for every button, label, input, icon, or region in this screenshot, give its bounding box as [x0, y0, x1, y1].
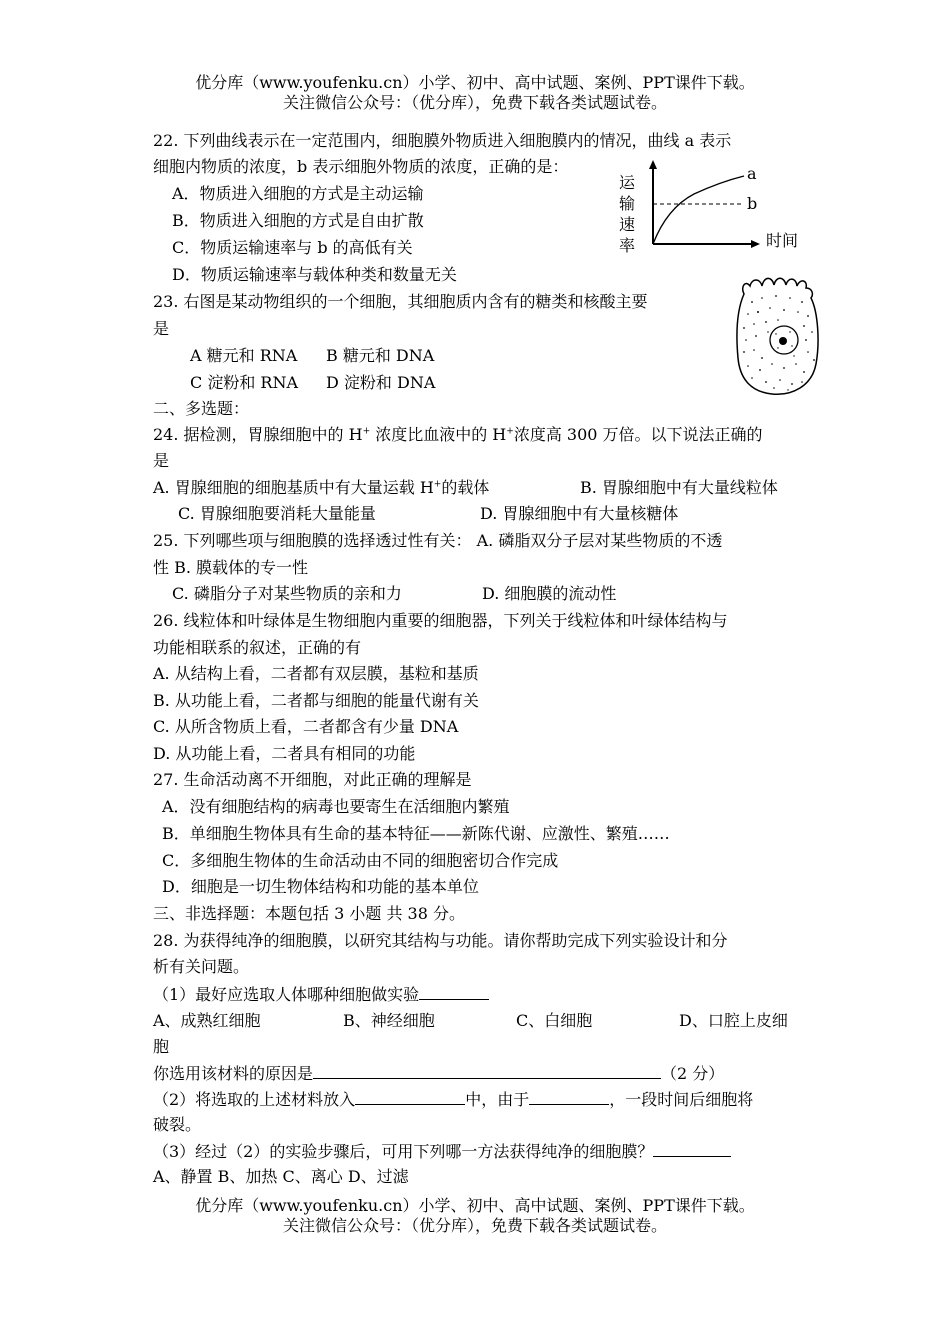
q28-stem-line-2: 析有关问题。	[153, 957, 250, 976]
graph-y-label: 运输速率	[618, 173, 635, 255]
section-2-title: 二、多选题：	[153, 399, 250, 418]
graph-curve-a	[653, 176, 744, 244]
q23-option-a: A 糖元和 RNA	[190, 346, 298, 365]
q22-option-a: A．物质进入细胞的方式是主动运输	[172, 184, 424, 203]
q26-option-a: A. 从结构上看，二者都有双层膜，基粒和基质	[153, 664, 479, 683]
q28-stem-line-1: 28. 为获得纯净的细胞膜，以研究其结构与功能。请你帮助完成下列实验设计和分	[153, 931, 728, 950]
q28-part-2-blank-2[interactable]	[529, 1088, 609, 1105]
q28-part-3: （3）经过（2）的实验步骤后，可用下列哪一方法获得纯净的细胞膜？	[153, 1140, 731, 1163]
q25-stem-line-2: 性 B. 膜载体的专一性	[153, 558, 309, 577]
q27-option-b: B．单细胞生物体具有生命的基本特征——新陈代谢、应激性、繁殖……	[162, 824, 670, 843]
q28-reason-line: 你选用该材料的原因是 （2 分）	[153, 1064, 725, 1083]
footer-line-2: 关注微信公众号：（优分库），免费下载各类试题试卷。	[282, 1216, 667, 1235]
q28-option-d-continued: 胞	[153, 1037, 170, 1056]
q28-option-d: D、口腔上皮细	[679, 1011, 788, 1030]
q28-part-1: （1）最好应选取人体哪种细胞做实验	[153, 983, 489, 1006]
q28-option-c: C、白细胞	[516, 1011, 593, 1030]
q23-stem-line-1: 23. 右图是某动物组织的一个细胞，其细胞质内含有的糖类和核酸主要	[153, 292, 648, 311]
q26-stem-line-2: 功能相联系的叙述，正确的有	[153, 638, 362, 657]
q22-option-b: B．物质进入细胞的方式是自由扩散	[172, 211, 424, 230]
q27-stem: 27. 生命活动离不开细胞，对此正确的理解是	[153, 770, 472, 789]
q28-part-2-blank-1[interactable]	[355, 1088, 465, 1105]
q27-option-c: C．多细胞生物体的生命活动由不同的细胞密切合作完成	[162, 851, 559, 870]
q24-stem-line-2: 是	[153, 451, 170, 470]
graph-y-arrow-icon	[649, 160, 657, 169]
q28-part-3-options: A、静置 B、加热 C、离心 D、过滤	[153, 1167, 409, 1186]
q24-option-a: A. 胃腺细胞的细胞基质中有大量运载 H+的载体	[153, 478, 490, 497]
section-3-title: 三、非选择题：本题包括 3 小题 共 38 分。	[153, 904, 465, 923]
cell-nucleolus	[779, 337, 787, 345]
q24-option-b: B. 胃腺细胞中有大量线粒体	[580, 478, 778, 497]
q28-option-b: B、神经细胞	[343, 1011, 435, 1030]
q26-stem-line-1: 26. 线粒体和叶绿体是生物细胞内重要的细胞器，下列关于线粒体和叶绿体结构与	[153, 611, 728, 630]
q26-option-d: D. 从功能上看，二者具有相同的功能	[153, 744, 416, 763]
q28-part-3-blank[interactable]	[653, 1140, 731, 1157]
q23-option-b: B 糖元和 DNA	[326, 346, 435, 365]
q24-stem-line-1: 24. 据检测，胃腺细胞中的 H+ 浓度比血液中的 H+浓度高 300 万倍。以下说法正确的	[153, 425, 763, 444]
q22-option-d: D．物质运输速率与载体种类和数量无关	[172, 265, 457, 284]
q28-part-1-blank[interactable]	[419, 983, 489, 1000]
q22-stem-line-1: 22. 下列曲线表示在一定范围内，细胞膜外物质进入细胞膜内的情况，曲线 a 表示	[153, 131, 732, 150]
q28-part-2: （2）将选取的上述材料放入 中，由于 ，一段时间后细胞将	[153, 1090, 754, 1109]
q25-option-d: D. 细胞膜的流动性	[482, 584, 617, 603]
graph-x-arrow-icon	[751, 240, 760, 248]
q25-stem-line-1: 25. 下列哪些项与细胞膜的选择透过性有关： A. 磷脂双分子层对某些物质的不透	[153, 531, 723, 550]
q22-option-c: C．物质运输速率与 b 的高低有关	[172, 238, 413, 257]
q23-animal-cell-figure	[732, 272, 824, 400]
graph-curve-a-label: a	[747, 164, 757, 183]
q24-option-c: C. 胃腺细胞要消耗大量能量	[178, 504, 376, 523]
q22-stem-line-2: 细胞内物质的浓度，b 表示细胞外物质的浓度，正确的是：	[153, 157, 569, 176]
q27-option-d: D．细胞是一切生物体结构和功能的基本单位	[162, 877, 479, 896]
header-line-1: 优分库（www.youfenku.cn）小学、初中、高中试题、案例、PPT课件下载。	[195, 73, 755, 92]
graph-x-label: 时间	[766, 231, 799, 250]
q28-option-a: A、成熟红细胞	[153, 1011, 261, 1030]
q28-part-2-continued: 破裂。	[153, 1115, 202, 1134]
q27-option-a: A．没有细胞结构的病毒也要寄生在活细胞内繁殖	[162, 797, 510, 816]
q24-option-d: D. 胃腺细胞中有大量核糖体	[480, 504, 679, 523]
q23-stem-line-2: 是	[153, 319, 170, 338]
q26-option-b: B. 从功能上看，二者都与细胞的能量代谢有关	[153, 691, 479, 710]
q23-option-c: C 淀粉和 RNA	[190, 373, 299, 392]
footer-line-1: 优分库（www.youfenku.cn）小学、初中、高中试题、案例、PPT课件下载。	[195, 1196, 755, 1215]
graph-curve-b-label: b	[747, 194, 758, 213]
q28-reason-blank[interactable]	[313, 1062, 661, 1079]
q22-rate-graph	[612, 160, 812, 260]
q25-option-c: C. 磷脂分子对某些物质的亲和力	[172, 584, 402, 603]
q23-option-d: D 淀粉和 DNA	[326, 373, 436, 392]
q26-option-c: C. 从所含物质上看，二者都含有少量 DNA	[153, 717, 459, 736]
header-line-2: 关注微信公众号：（优分库），免费下载各类试题试卷。	[282, 93, 667, 112]
